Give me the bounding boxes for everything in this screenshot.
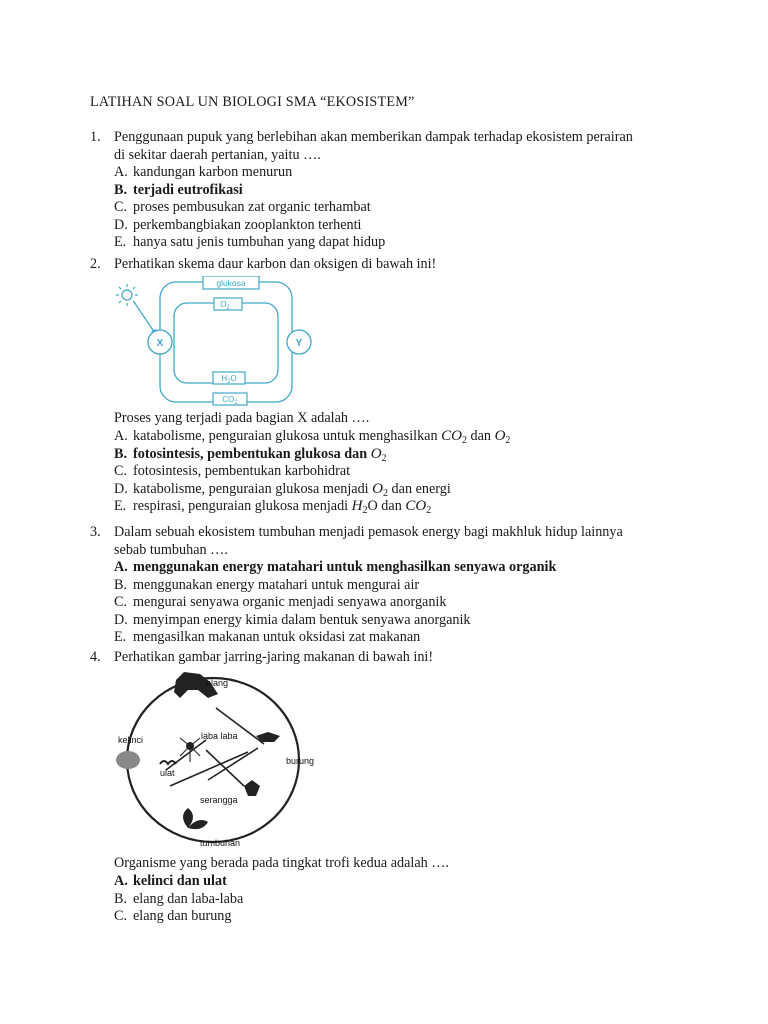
question-1 xyxy=(90,129,674,164)
carbon-oxygen-cycle-diagram xyxy=(112,276,322,408)
option-e: E. hanya satu jenis tumbuhan yang dapat hidup xyxy=(114,234,386,251)
question-number: 2. xyxy=(90,256,101,272)
option-b: B. elang dan laba-laba xyxy=(114,890,244,907)
option-a-answer: A. kelinci dan ulat xyxy=(114,873,227,889)
rabbit-icon xyxy=(116,751,140,769)
question-stem xyxy=(114,129,674,164)
ulat-label: ulat xyxy=(160,768,175,778)
option-c: C. elang dan burung xyxy=(114,908,232,925)
option-d: D. menyimpan energy kimia dalam bentuk senyawa anorganik xyxy=(114,611,471,628)
plant-icon xyxy=(183,808,208,829)
option-c: C. mengurai senyawa organic menjadi senyawa anorganik xyxy=(114,594,447,611)
option-a: A. katabolisme, penguraian glukosa untuk menghasilkan $CO_2$ dan $O_2$ xyxy=(114,428,511,446)
question-number: 4. xyxy=(90,649,101,665)
question-2 xyxy=(90,256,674,274)
elang-label: elang xyxy=(206,678,229,688)
option-e: E. mengasilkan makanan untuk oksidasi zat makanan xyxy=(114,629,421,646)
stem-line: sebab tumbuhan …. xyxy=(114,541,228,558)
page-title: LATIHAN SOAL UN BIOLOGI SMA “EKOSISTEM” xyxy=(90,94,415,110)
question-4-prompt: Organisme yang berada pada tingkat trofi kedua adalah …. xyxy=(114,855,449,871)
question-4 xyxy=(90,649,674,667)
options-q3 xyxy=(114,559,556,647)
serangga-label: serangga xyxy=(200,795,238,805)
options-q1 xyxy=(114,164,385,252)
question-3 xyxy=(90,524,674,559)
kelinci-label: kelinci xyxy=(118,735,144,745)
option-c: C. fotosintesis, pembentukan karbohidrat xyxy=(114,463,351,480)
option-b-answer: B. terjadi eutrofikasi xyxy=(114,181,243,198)
glukosa-label: glukosa xyxy=(216,278,246,288)
stem-line: di sekitar daerah pertanian, yaitu …. xyxy=(114,146,321,163)
inner-cycle-loop xyxy=(174,303,278,383)
option-e: E. respirasi, penguraian glukosa menjadi $H_2O$ dan $CO_2$ xyxy=(114,498,432,517)
stem-line: Penggunaan pupuk yang berlebihan akan memberikan dampak terhadap ekosistem perairan xyxy=(114,129,633,145)
question-number: 1. xyxy=(90,129,101,145)
option-b: B. menggunakan energy matahari untuk mengurai air xyxy=(114,576,420,593)
food-web-arrows xyxy=(166,708,264,786)
sunlight-arrow xyxy=(134,302,155,333)
node-x-label: X xyxy=(156,338,164,349)
option-b-answer: B. fotosintesis, pembentukan glukosa dan $O_2$ xyxy=(114,445,387,464)
question-stem: Perhatikan gambar jarring-jaring makanan di bawah ini! xyxy=(114,649,434,665)
laba-laba-label: laba laba xyxy=(201,731,238,741)
question-stem xyxy=(114,524,674,559)
stem-line: Dalam sebuah ekosistem tumbuhan menjadi pemasok energy bagi makhluk hidup lainnya xyxy=(114,524,623,540)
option-c: C. proses pembusukan zat organic terhambat xyxy=(114,199,371,216)
o2-label: $O_2$ xyxy=(220,300,230,311)
option-d: D. perkembangbiakan zooplankton terhenti xyxy=(114,216,362,233)
options-q4 xyxy=(114,873,243,926)
question-number: 3. xyxy=(90,524,101,540)
insect-icon xyxy=(244,780,260,796)
tumbuhan-label: tumbuhan xyxy=(200,838,241,848)
burung-label: burung xyxy=(286,756,315,766)
option-d: D. katabolisme, penguraian glukosa menjadi $O_2$ dan energi xyxy=(114,480,451,499)
co2-label: $CO_2$ xyxy=(222,395,238,406)
food-web-diagram xyxy=(108,668,318,850)
question-2-prompt: Proses yang terjadi pada bagian X adalah …. xyxy=(114,410,370,426)
food-web-loop xyxy=(127,678,299,842)
question-stem: Perhatikan skema daur karbon dan oksigen di bawah ini! xyxy=(114,256,437,272)
options-q2 xyxy=(114,428,510,516)
node-y-label: Y xyxy=(295,338,303,349)
option-a: A. kandungan karbon menurun xyxy=(114,164,293,180)
option-a-answer: A. menggunakan energy matahari untuk menghasilkan senyawa organik xyxy=(114,559,557,575)
h2o-label: $H_2O$ xyxy=(221,374,237,385)
